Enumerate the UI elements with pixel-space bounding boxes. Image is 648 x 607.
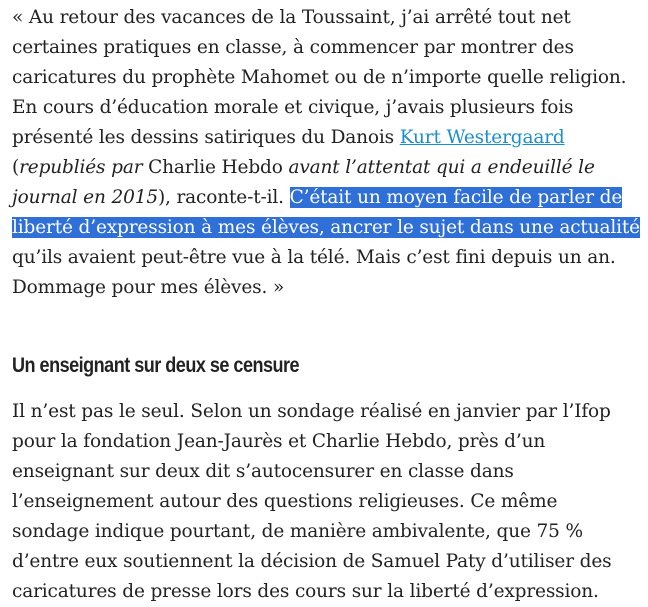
paren-open: ( [12,157,20,178]
italic-attentat-text: avant l’attentat qui a endeuillé le journal en 2015 [12,157,595,208]
kurt-westergaard-link[interactable]: Kurt Westergaard [399,127,565,148]
raconte-text: ), raconte-t-il. [157,187,290,208]
quote-ending-text: qu’ils avaient peut-être vue à la télé. Mais c’est fini depuis un an. Dommage pour mes élèves. » [12,247,616,298]
italic-republies-par: republiés par [19,157,143,178]
charlie-hebdo-text: Charlie Hebdo [142,157,289,178]
article-body [12,3,640,607]
survey-paragraph: Il n’est pas le seul. Selon un sondage réalisé en janvier par l’Ifop pour la fondation Jean-Jaurès et Charlie Hebdo, près d’un enseignant sur deux dit s’autocensurer en classe dans l’enseignement autour des questions religieuses. Ce même sondage indique pourtant, de manière ambivalente, que 75 % d’entre eux soutiennent la décision de Samuel Paty d’utiliser des caricatures de presse lors des cours sur la liberté d’expression. [12,401,612,602]
selected-text-highlight[interactable]: C’était un moyen facile de parler de liberté d’expression à mes élèves, ancrer le sujet dans une actualité [12,187,640,238]
quote-paragraph [12,3,640,303]
quote-intro-text: « Au retour des vacances de la Toussaint, j’ai arrêté tout net certaines pratiques en classe, à commencer par montrer des caricatures du prophète Mahomet ou de n’importe quelle religion. En cours d’éducation morale et civique, j’avais plusieurs fois présenté les dessins satiriques du Danois [12,7,627,148]
section-heading: Un enseignant sur deux se censure [12,354,300,377]
